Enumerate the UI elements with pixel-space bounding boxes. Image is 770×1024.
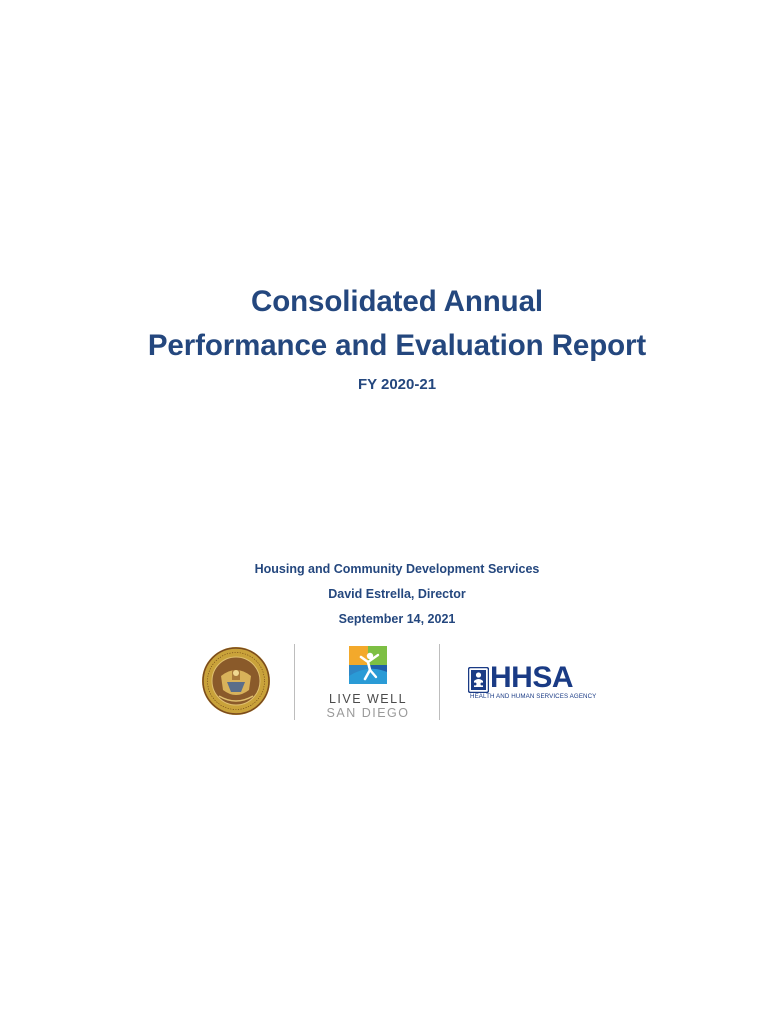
live-well-san-diego-logo	[322, 646, 414, 724]
live-well-text: LIVE WELL	[328, 692, 408, 706]
live-well-figure-icon	[349, 646, 387, 684]
report-date: September 14, 2021	[338, 612, 456, 626]
logo-divider	[439, 644, 440, 720]
hhsa-emblem-icon	[468, 667, 489, 693]
logo-row	[0, 640, 770, 725]
report-title-line-2: Performance and Evaluation Report	[147, 329, 647, 362]
logo-divider	[294, 644, 295, 720]
san-diego-text: SAN DIEGO	[326, 706, 410, 720]
report-info-block	[0, 557, 770, 632]
department-name: Housing and Community Development Services	[254, 562, 540, 576]
county-seal-logo	[201, 646, 271, 716]
report-title-block	[0, 280, 770, 394]
fiscal-year: FY 2020-21	[357, 376, 437, 393]
hhsa-logo	[466, 661, 597, 704]
hhsa-wordmark: HHSA	[490, 661, 574, 694]
report-title-line-1: Consolidated Annual	[250, 285, 543, 318]
director-name: David Estrella, Director	[328, 587, 466, 601]
hhsa-subtitle: HEALTH AND HUMAN SERVICES AGENCY	[470, 693, 597, 700]
